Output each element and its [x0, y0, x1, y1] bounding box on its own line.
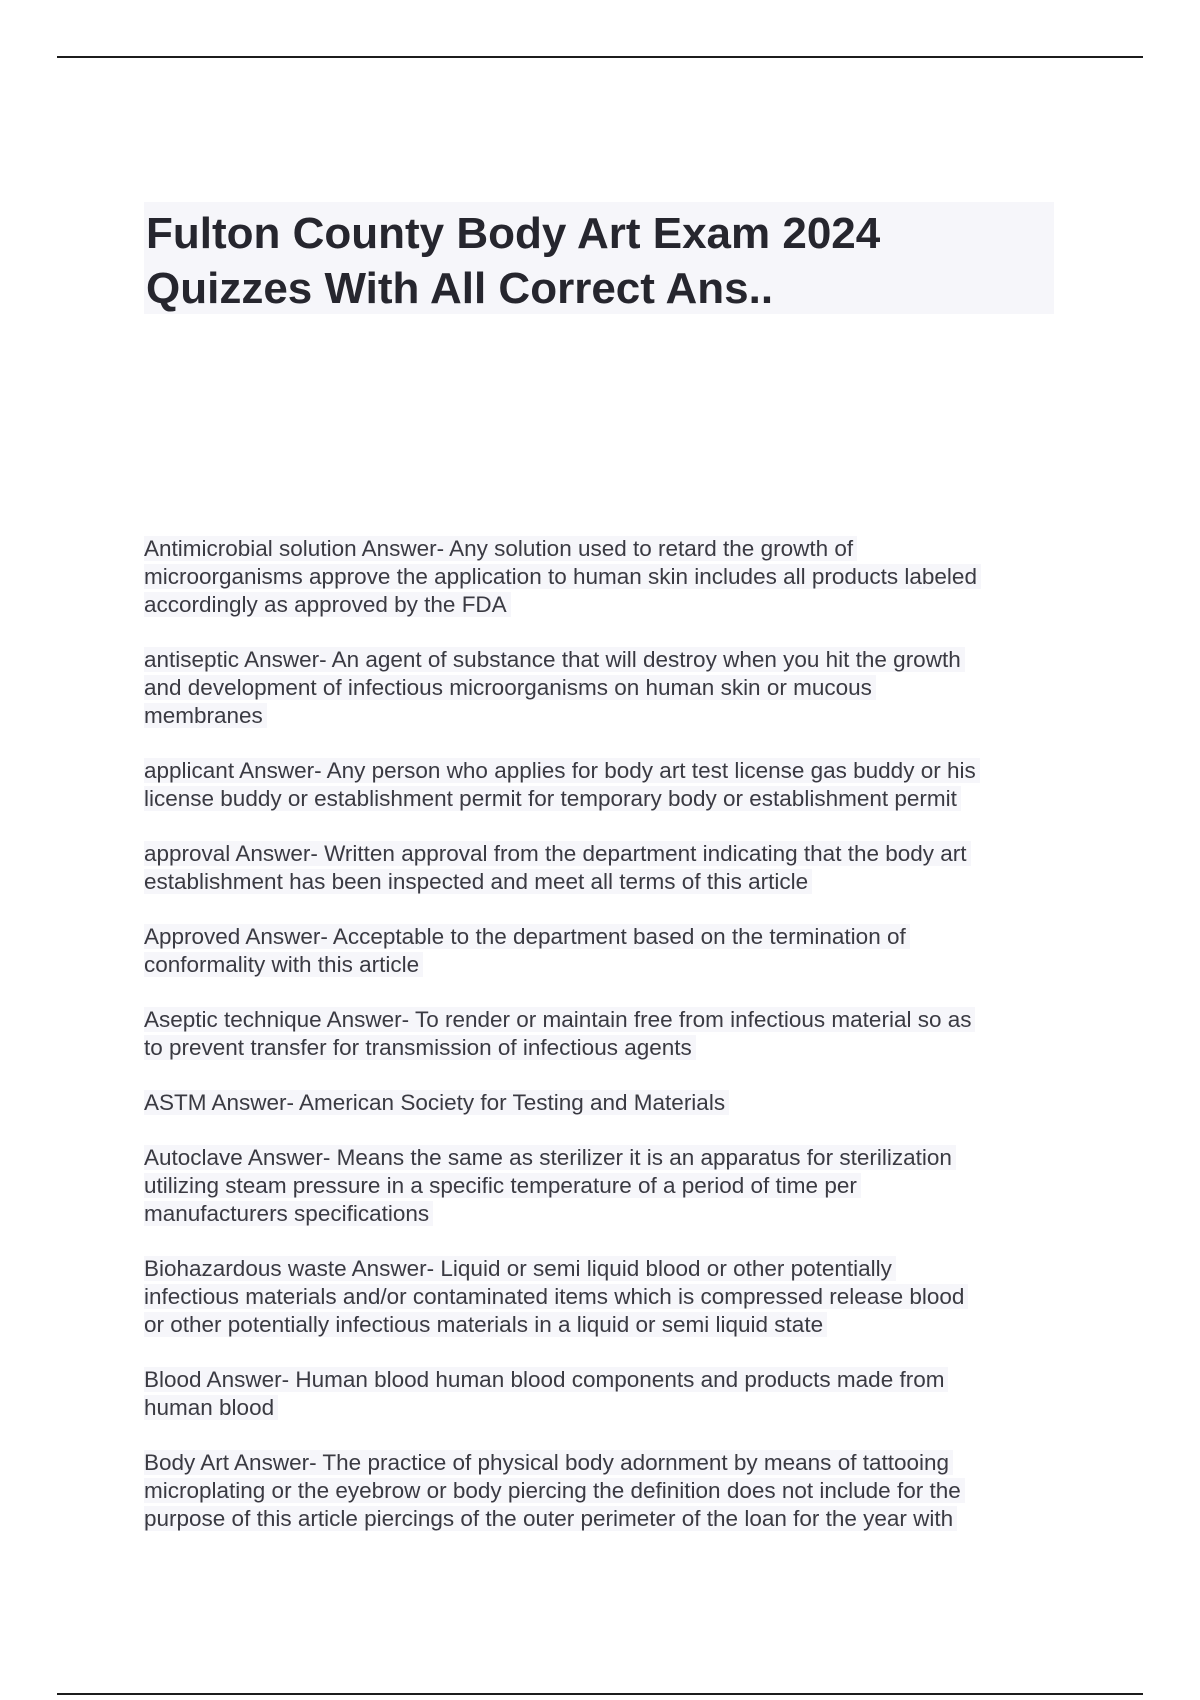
entry-text: license buddy or establishment permit for temporary body or establishment permit	[144, 786, 961, 811]
entry-line	[144, 1200, 1074, 1228]
entry-text: Autoclave Answer- Means the same as sterilizer it is an apparatus for sterilization	[144, 1145, 956, 1170]
definition-entry	[144, 1006, 1074, 1062]
entry-line	[144, 1089, 1074, 1117]
definition-list	[144, 535, 1074, 1560]
bottom-rule	[57, 1693, 1143, 1695]
entry-text: Aseptic technique Answer- To render or maintain free from infectious material so as	[144, 1007, 975, 1032]
entry-line	[144, 1394, 1074, 1422]
entry-line	[144, 702, 1074, 730]
definition-entry	[144, 757, 1074, 813]
entry-line	[144, 1505, 1074, 1533]
entry-line	[144, 1006, 1074, 1034]
entry-text: Blood Answer- Human blood human blood components and products made from	[144, 1367, 948, 1392]
entry-line	[144, 923, 1074, 951]
document-title	[144, 202, 1054, 314]
entry-text: and development of infectious microorganisms on human skin or mucous	[144, 675, 876, 700]
definition-entry	[144, 1366, 1074, 1422]
entry-text: accordingly as approved by the FDA	[144, 592, 511, 617]
entry-line	[144, 1255, 1074, 1283]
title-line-1: Fulton County Body Art Exam 2024	[146, 209, 881, 258]
entry-text: utilizing steam pressure in a specific temperature of a period of time per	[144, 1173, 861, 1198]
entry-line	[144, 1449, 1074, 1477]
entry-line	[144, 646, 1074, 674]
entry-line	[144, 868, 1074, 896]
entry-line	[144, 1477, 1074, 1505]
entry-text: membranes	[144, 703, 267, 728]
entry-line	[144, 1283, 1074, 1311]
entry-text: Biohazardous waste Answer- Liquid or semi liquid blood or other potentially	[144, 1256, 896, 1281]
entry-text: or other potentially infectious materials in a liquid or semi liquid state	[144, 1312, 827, 1337]
entry-line	[144, 1311, 1074, 1339]
entry-text: ASTM Answer- American Society for Testing and Materials	[144, 1090, 729, 1115]
definition-entry	[144, 1449, 1074, 1533]
entry-line	[144, 1144, 1074, 1172]
entry-text: to prevent transfer for transmission of infectious agents	[144, 1035, 696, 1060]
entry-line	[144, 674, 1074, 702]
entry-text: Approved Answer- Acceptable to the department based on the termination of	[144, 924, 910, 949]
entry-text: manufacturers specifications	[144, 1201, 433, 1226]
entry-line	[144, 535, 1074, 563]
entry-line	[144, 840, 1074, 868]
entry-text: applicant Answer- Any person who applies for body art test license gas buddy or his	[144, 758, 980, 783]
definition-entry	[144, 646, 1074, 730]
entry-line	[144, 563, 1074, 591]
entry-line	[144, 591, 1074, 619]
entry-text: infectious materials and/or contaminated items which is compressed release blood	[144, 1284, 968, 1309]
definition-entry	[144, 1255, 1074, 1339]
definition-entry	[144, 535, 1074, 619]
entry-text: microorganisms approve the application to human skin includes all products labeled	[144, 564, 981, 589]
entry-line	[144, 1366, 1074, 1394]
entry-text: Body Art Answer- The practice of physical body adornment by means of tattooing	[144, 1450, 953, 1475]
entry-text: antiseptic Answer- An agent of substance that will destroy when you hit the growth	[144, 647, 965, 672]
entry-line	[144, 1034, 1074, 1062]
entry-line	[144, 757, 1074, 785]
entry-text: establishment has been inspected and meet all terms of this article	[144, 869, 812, 894]
entry-text: purpose of this article piercings of the outer perimeter of the loan for the year with	[144, 1506, 957, 1531]
entry-line	[144, 785, 1074, 813]
definition-entry	[144, 1089, 1074, 1117]
entry-text: approval Answer- Written approval from the department indicating that the body art	[144, 841, 971, 866]
definition-entry	[144, 923, 1074, 979]
definition-entry	[144, 840, 1074, 896]
top-rule	[57, 56, 1143, 58]
entry-text: conformality with this article	[144, 952, 423, 977]
entry-line	[144, 1172, 1074, 1200]
entry-text: Antimicrobial solution Answer- Any solution used to retard the growth of	[144, 536, 857, 561]
title-line-2: Quizzes With All Correct Ans..	[146, 264, 774, 313]
definition-entry	[144, 1144, 1074, 1228]
entry-line	[144, 951, 1074, 979]
entry-text: human blood	[144, 1395, 278, 1420]
entry-text: microplating or the eyebrow or body piercing the definition does not include for the	[144, 1478, 965, 1503]
